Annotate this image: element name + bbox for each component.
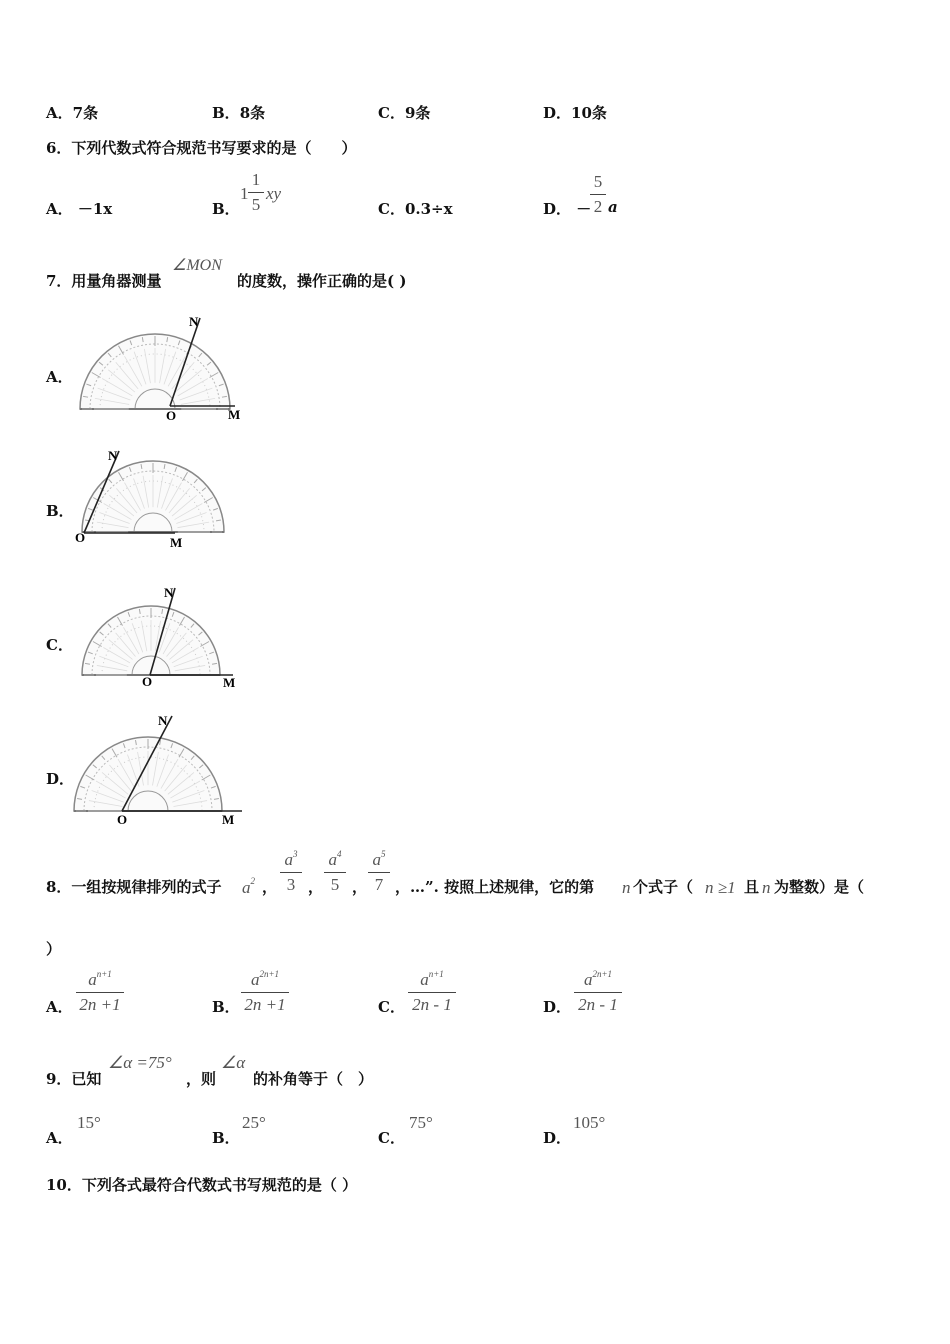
q8-term-4: $a^5$ 7 (368, 850, 390, 895)
q8-term-3: $a^4$ 5 (324, 850, 346, 895)
q8-option-b-label: B． (212, 998, 240, 1016)
q8-stem-mid2: 个式子（ (633, 878, 694, 896)
q9-stem-pre: 9．已知 (46, 1070, 102, 1088)
label-o-c: O (142, 674, 153, 689)
q8-comma-1: ， (262, 878, 278, 896)
q8-and: 且 (744, 878, 760, 896)
q9-option-a-label: A． (46, 1129, 73, 1147)
q7-option-a-label: A． (46, 368, 73, 386)
q8-term-1: $a^2$ (242, 876, 255, 897)
q8-n-1: n (622, 878, 631, 897)
label-n-a: N (189, 314, 199, 329)
q8-option-c-expr: $a^{n+1}$ 2n - 1 (408, 970, 456, 1015)
q7-option-b-label: B． (46, 502, 74, 520)
q9-option-b: 25° (242, 1113, 266, 1132)
q7-option-c-label: C． (46, 636, 73, 654)
q8-stem-mid: ，…”. 按照上述规律，它的第 (395, 878, 595, 896)
q7-angle-mon: ∠MON (172, 257, 222, 274)
protractor-figure-a (70, 312, 245, 427)
q6-option-d: D． － (543, 200, 592, 218)
q9-stem-mid: ，则 (186, 1070, 217, 1088)
q9-angle: ∠α (221, 1053, 246, 1072)
protractor-c (82, 606, 220, 675)
q8-n-2: n (762, 878, 771, 897)
q9-option-c-label: C． (378, 1129, 405, 1147)
q8-option-d-label: D． (543, 998, 572, 1016)
q6-b-numerator: 1 (251, 170, 261, 189)
label-o-a: O (166, 408, 177, 423)
label-n-c: N (164, 585, 174, 600)
q6-d-tail: a (608, 198, 618, 216)
protractor-figure-d (70, 710, 248, 828)
label-m-c: M (223, 675, 236, 690)
q9-option-d: 105° (573, 1113, 606, 1132)
q9-option-b-label: B． (212, 1129, 240, 1147)
q8-option-c-label: C． (378, 998, 405, 1016)
q6-d-denominator: 2 (593, 197, 603, 216)
q9-option-c: 75° (409, 1113, 433, 1132)
q8-option-d-expr: $a^{2n+1}$ 2n - 1 (574, 970, 622, 1015)
q8-option-b-expr: $a^{2n+1}$ 2n +1 (241, 970, 289, 1015)
q8-close-paren: ） (46, 940, 62, 958)
q7-option-d-label: D． (46, 770, 75, 788)
q5-option-a: A．7条 (46, 104, 99, 122)
q9-option-a: 15° (77, 1113, 101, 1132)
q6-b-denominator: 5 (251, 195, 261, 214)
label-n-d: N (158, 713, 168, 728)
protractor-figure-b (70, 445, 245, 555)
q8-stem-pre: 8．一组按规律排列的式子 (46, 878, 222, 896)
q8-condition: n ≥1 (705, 878, 736, 897)
q6-b-tail: xy (266, 184, 282, 203)
q6-b-fraction (248, 170, 264, 215)
protractor-a (80, 334, 230, 409)
q7-stem-pre: 7．用量角器测量 (46, 272, 162, 290)
q5-option-c: C．9条 (378, 104, 431, 122)
label-m-a: M (228, 407, 241, 422)
label-m-d: M (222, 812, 235, 827)
q6-option-b-label: B． (212, 200, 240, 218)
q7-stem-post: 的度数，操作正确的是( ) (237, 272, 407, 290)
label-o-d: O (117, 812, 128, 827)
q6-d-numerator: 5 (593, 172, 603, 191)
q6-b-whole: 1 (240, 184, 249, 203)
q5-option-b: B．8条 (212, 104, 266, 122)
q8-stem-end: 为整数）是（ (774, 878, 865, 896)
protractor-figure-c (70, 580, 245, 690)
q8-option-a-label: A． (46, 998, 73, 1016)
q8-option-a-expr: $a^{n+1}$ 2n +1 (76, 970, 124, 1015)
label-n-b: N (108, 448, 118, 463)
label-m-b: M (170, 535, 183, 550)
protractor-b (82, 461, 224, 532)
q8-term-2: $a^3$ 3 (280, 850, 302, 895)
label-o-b: O (75, 530, 86, 545)
q8-comma-3: ， (352, 878, 368, 896)
q6-option-c: C．0.3÷x (378, 200, 453, 218)
q9-stem-post: 的补角等于（ ） (253, 1070, 374, 1088)
q9-option-d-label: D． (543, 1129, 572, 1147)
q6-stem: 6．下列代数式符合规范书写要求的是（ ） (46, 139, 357, 157)
q10-stem: 10．下列各式最符合代数式书写规范的是（ ） (46, 1176, 358, 1194)
q6-option-a: A． －1x (46, 200, 113, 218)
q8-comma-2: ， (308, 878, 324, 896)
q6-d-fraction (590, 172, 606, 217)
protractor-d (74, 737, 222, 811)
q9-given: ∠α =75° (108, 1053, 172, 1072)
q5-option-d: D．10条 (543, 104, 607, 122)
